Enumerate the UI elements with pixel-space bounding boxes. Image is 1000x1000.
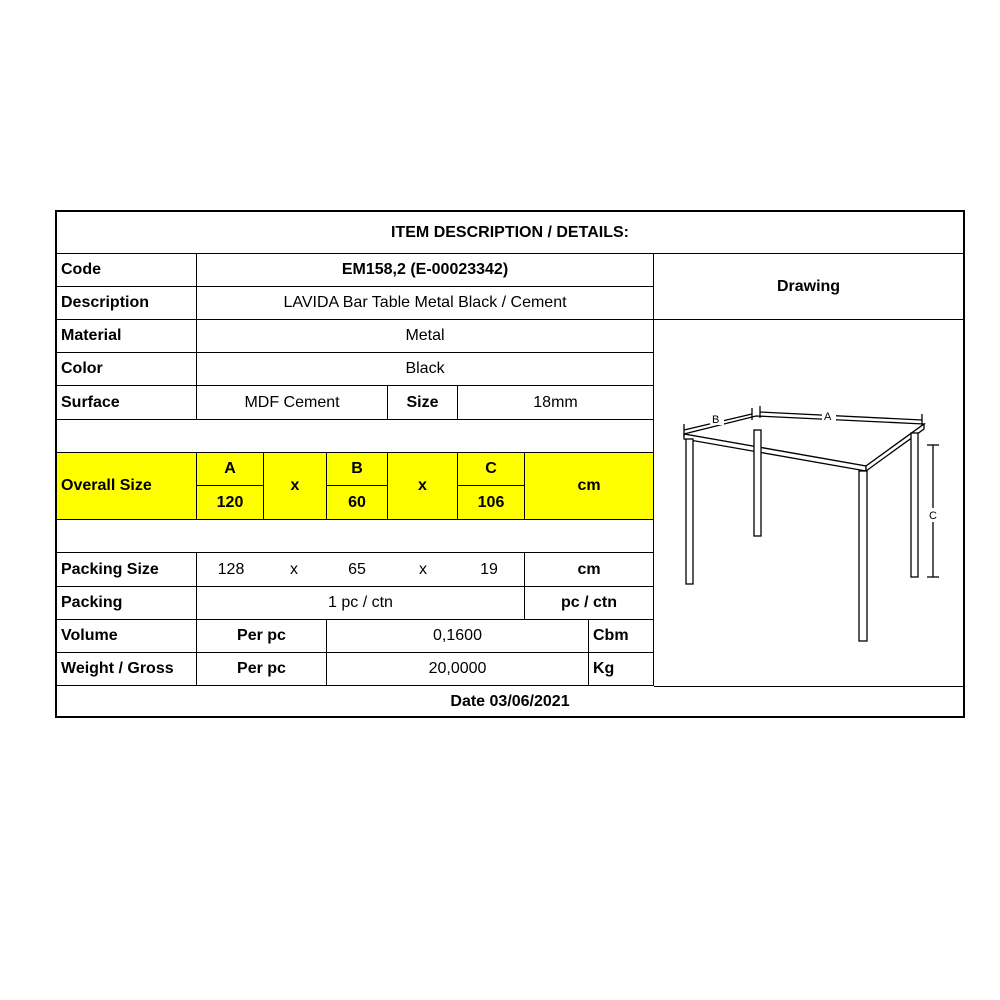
overall-unit: cm bbox=[525, 453, 654, 520]
dim-b-label: B bbox=[712, 414, 720, 426]
packing-size-unit: cm bbox=[525, 553, 654, 587]
overall-c-value: 106 bbox=[458, 486, 525, 520]
weight-label: Weight / Gross bbox=[57, 653, 197, 686]
overall-a-value: 120 bbox=[197, 486, 264, 520]
packing-sep-2: x bbox=[419, 560, 427, 578]
size-label: Size bbox=[388, 386, 458, 420]
material-value: Metal bbox=[197, 320, 654, 353]
volume-value: 0,1600 bbox=[327, 620, 589, 653]
drawing-header: Drawing bbox=[654, 254, 963, 320]
leg-front-left bbox=[686, 439, 693, 584]
leg-back-right bbox=[911, 433, 918, 577]
packing-c: 19 bbox=[480, 560, 498, 578]
code-value: EM158,2 (E-00023342) bbox=[197, 254, 654, 287]
description-label: Description bbox=[57, 287, 197, 320]
date-footer: Date 03/06/2021 bbox=[450, 692, 570, 710]
surface-value: MDF Cement bbox=[197, 386, 388, 420]
packing-sep-1: x bbox=[290, 560, 298, 578]
description-value: LAVIDA Bar Table Metal Black / Cement bbox=[197, 287, 654, 320]
packing-value: 1 pc / ctn bbox=[197, 587, 525, 620]
color-value: Black bbox=[197, 353, 654, 386]
overall-sep-2: x bbox=[388, 453, 458, 520]
overall-sep-1: x bbox=[264, 453, 327, 520]
weight-unit: Kg bbox=[589, 653, 654, 686]
packing-b: 65 bbox=[348, 560, 366, 578]
table-drawing bbox=[654, 320, 965, 687]
dim-a-label: A bbox=[824, 411, 832, 423]
sheet-title: ITEM DESCRIPTION / DETAILS: bbox=[57, 212, 963, 254]
leg-back-left bbox=[754, 430, 761, 536]
packing-unit: pc / ctn bbox=[525, 587, 654, 620]
packing-size-label: Packing Size bbox=[57, 553, 197, 587]
leg-front-right bbox=[859, 471, 867, 641]
size-value: 18mm bbox=[458, 386, 654, 420]
overall-c-label: C bbox=[458, 453, 525, 486]
packing-label: Packing bbox=[57, 587, 197, 620]
overall-b-label: B bbox=[327, 453, 388, 486]
code-label: Code bbox=[57, 254, 197, 287]
volume-unit: Cbm bbox=[589, 620, 654, 653]
item-details-sheet bbox=[55, 210, 965, 718]
weight-per: Per pc bbox=[197, 653, 327, 686]
surface-label: Surface bbox=[57, 386, 197, 420]
overall-size-label: Overall Size bbox=[57, 453, 197, 520]
spacer-row bbox=[57, 520, 654, 553]
packing-a: 128 bbox=[217, 560, 245, 578]
volume-label: Volume bbox=[57, 620, 197, 653]
color-label: Color bbox=[57, 353, 197, 386]
packing-size-group bbox=[197, 553, 525, 587]
material-label: Material bbox=[57, 320, 197, 353]
dim-c-label: C bbox=[929, 510, 937, 522]
spacer-row bbox=[57, 420, 654, 453]
overall-a-label: A bbox=[197, 453, 264, 486]
volume-per: Per pc bbox=[197, 620, 327, 653]
overall-b-value: 60 bbox=[327, 486, 388, 520]
weight-value: 20,0000 bbox=[327, 653, 589, 686]
